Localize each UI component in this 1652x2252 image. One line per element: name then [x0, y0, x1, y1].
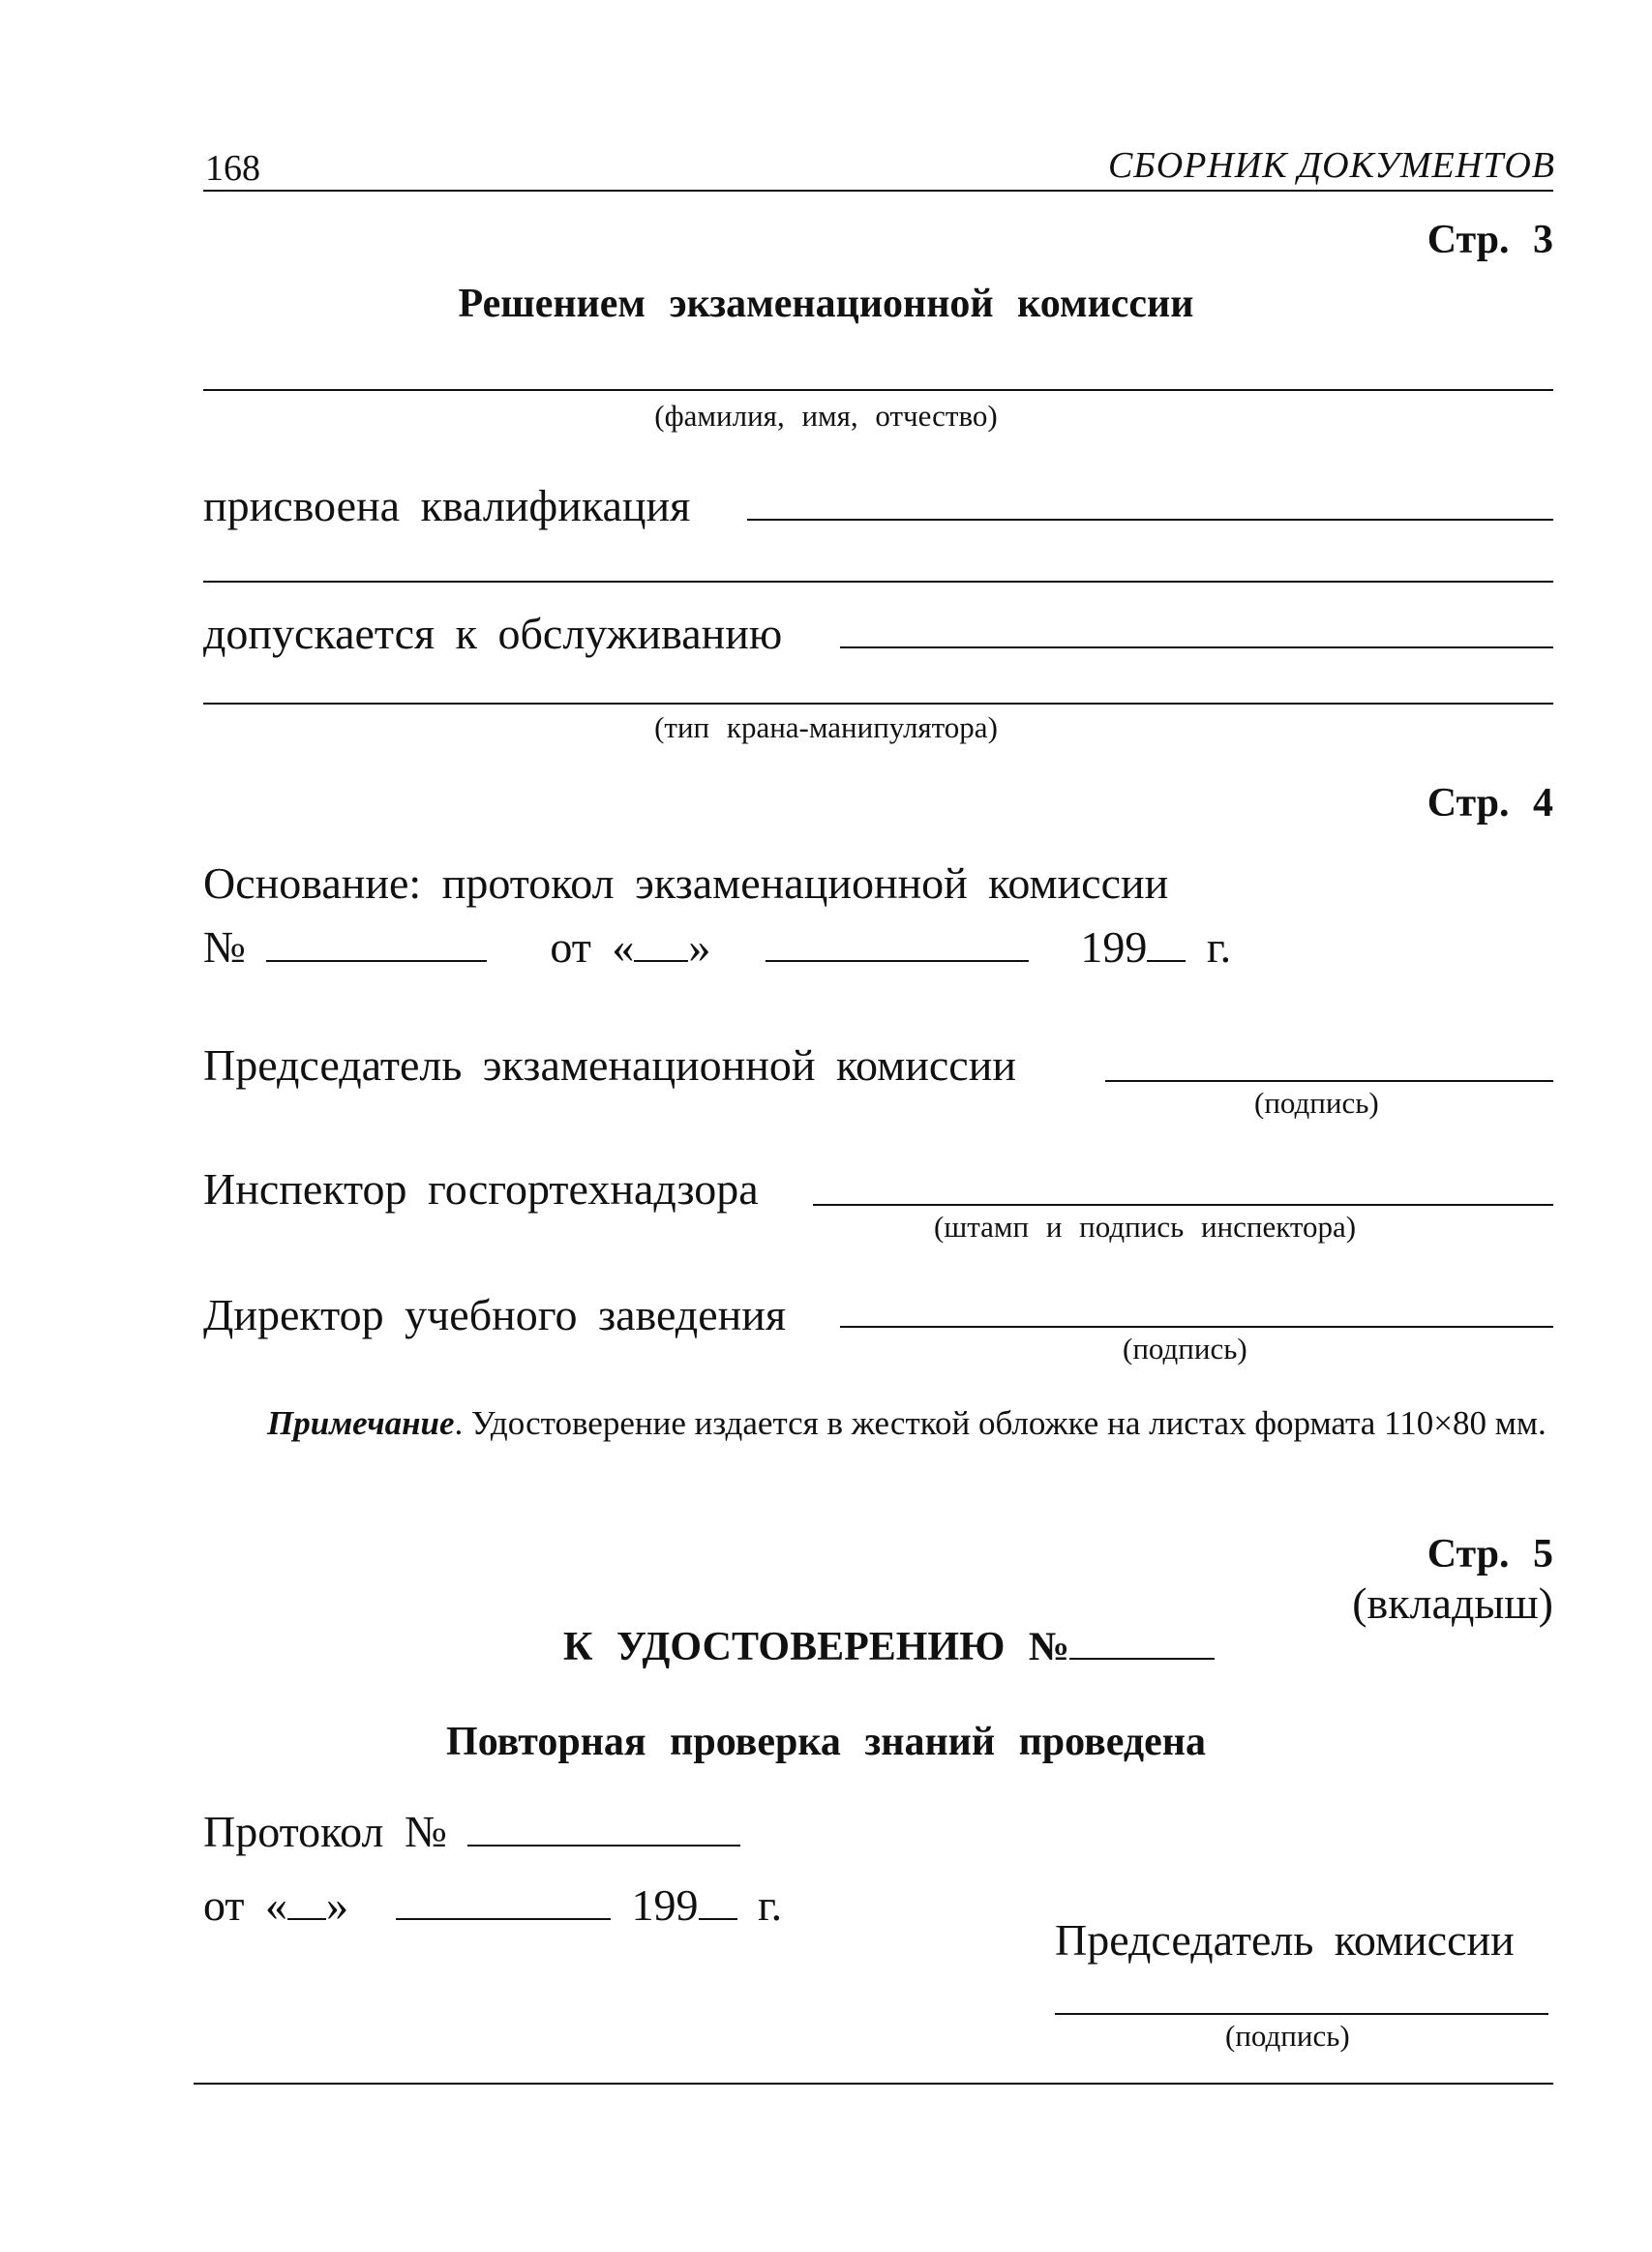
service-line: [840, 646, 1553, 648]
certificate-number-line: [1069, 1657, 1215, 1660]
certificate-heading-text: К УДОСТОВЕРЕНИЮ №: [563, 1625, 1070, 1669]
running-title: СБОРНИК ДОКУМЕНТОВ: [1107, 145, 1555, 186]
page-label-3: Стр. 3: [1427, 218, 1553, 262]
commission-chairman-label: Председатель комиссии: [1055, 1915, 1515, 1965]
qualification-line-2: [203, 581, 1553, 583]
insert-label: (вкладыш): [1352, 1578, 1553, 1628]
footer-rule: [194, 2083, 1553, 2085]
date-quote-close-5: »: [326, 1880, 348, 1930]
protocol-label: Протокол №: [203, 1807, 447, 1856]
certificate-heading: [563, 1624, 1215, 1670]
chairman-signature-line: [1105, 1080, 1553, 1082]
service-label: допускается к обслуживанию: [203, 609, 783, 658]
protocol-number-line-5: [467, 1844, 740, 1847]
header-rule: [203, 190, 1553, 192]
protocol-row: [203, 1807, 740, 1856]
protocol-date-row: [203, 1880, 783, 1930]
chairman-label: Председатель экзаменационной комиссии: [203, 1040, 1016, 1090]
protocol-number-row: [203, 922, 1232, 972]
date-month-line: [766, 959, 1029, 962]
date-day-line: [634, 959, 688, 962]
date-quote-close: »: [688, 922, 711, 972]
page-label-5: Стр. 5: [1427, 1532, 1553, 1576]
name-caption: (фамилия, имя, отчество): [654, 399, 998, 433]
recheck-heading: Повторная проверка знаний проведена: [446, 1720, 1206, 1764]
director-signature-line: [840, 1326, 1553, 1328]
date-from-label-5: от «: [203, 1880, 287, 1930]
qualification-line: [747, 519, 1553, 521]
chairman-signature-caption: (подпись): [1254, 1086, 1379, 1120]
year-prefix-5: 199: [631, 1880, 699, 1930]
date-day-line-5: [287, 1917, 326, 1920]
director-signature-caption: (подпись): [1123, 1332, 1247, 1366]
qualification-label: присвоена квалификация: [203, 481, 691, 530]
date-month-line-5: [396, 1917, 611, 1920]
basis-line: Основание: протокол экзаменационной комиссии: [203, 858, 1169, 908]
note: [203, 1399, 1553, 1447]
commission-signature-line: [1055, 2013, 1548, 2015]
name-line: [203, 389, 1553, 391]
date-from-label: от «: [550, 922, 635, 972]
director-label: Директор учебного заведения: [203, 1290, 787, 1339]
note-lead: Примечание: [267, 1404, 455, 1442]
inspector-label: Инспектор госгортехнадзора: [203, 1164, 759, 1214]
year-line-5: [699, 1917, 737, 1920]
protocol-number-line: [266, 959, 487, 962]
note-text: . Удостоверение издается в жесткой обложке на листах формата 110×80 мм.: [454, 1404, 1547, 1442]
crane-type-caption: (тип крана-манипулятора): [654, 710, 998, 744]
decision-heading: Решением экзаменационной комиссии: [458, 282, 1194, 326]
number-sign: №: [203, 922, 246, 972]
year-prefix: 199: [1080, 922, 1148, 972]
service-line-2: [203, 703, 1553, 705]
page-label-4: Стр. 4: [1427, 781, 1553, 826]
year-suffix: г.: [1206, 922, 1232, 972]
year-suffix-5: г.: [758, 1880, 783, 1930]
inspector-signature-line: [813, 1204, 1553, 1206]
year-line: [1147, 959, 1186, 962]
stamp-caption: (штамп и подпись инспектора): [934, 1210, 1357, 1244]
commission-signature-caption: (подпись): [1225, 2019, 1350, 2053]
page-number: 168: [205, 148, 260, 189]
